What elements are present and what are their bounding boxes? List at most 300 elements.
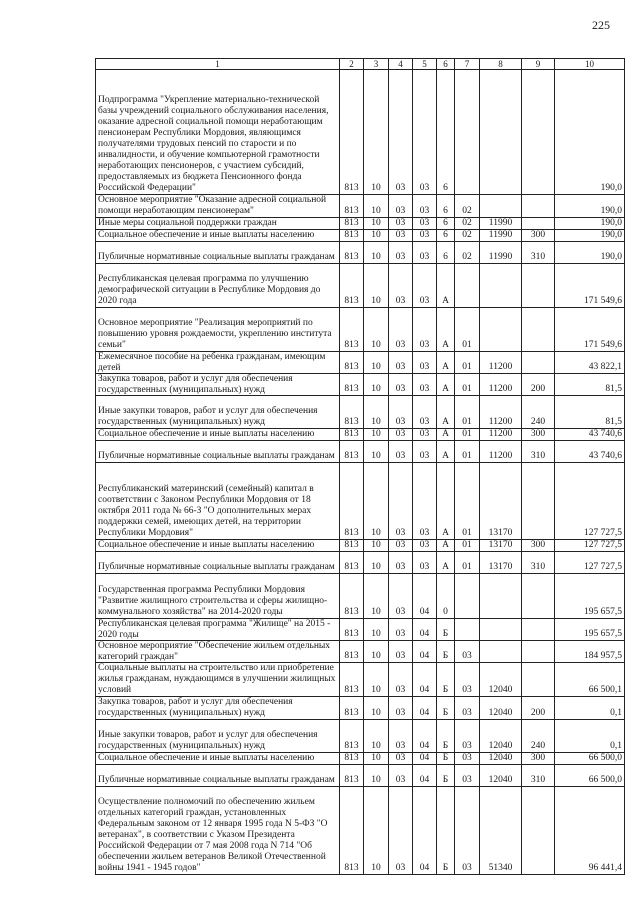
row-name-cell xyxy=(96,352,340,374)
col-header-3: 3 xyxy=(364,59,389,70)
code-2-cell: 813 xyxy=(340,70,364,195)
code-7-cell: 01 xyxy=(455,441,480,463)
code-2-cell: 813 xyxy=(340,308,364,352)
code-6-cell: А xyxy=(437,264,455,308)
row-name-cell xyxy=(96,663,340,697)
row-name-cell xyxy=(96,540,340,552)
table-row xyxy=(96,242,625,264)
code-9-cell: 310 xyxy=(522,552,555,574)
code-3-cell: 10 xyxy=(364,441,389,463)
row-name: Публичные нормативные социальные выплаты гражданам xyxy=(98,775,335,785)
code-6-cell: Б xyxy=(437,753,455,765)
code-3-cell: 10 xyxy=(364,242,389,264)
amount-cell: 66 500,0 xyxy=(555,765,625,787)
table-row xyxy=(96,70,625,195)
code-6-cell: 6 xyxy=(437,195,455,218)
code-7-cell: 01 xyxy=(455,352,480,374)
code-2-cell: 813 xyxy=(340,352,364,374)
code-3-cell: 10 xyxy=(364,787,389,875)
code-8-cell: 11990 xyxy=(480,242,522,264)
code-2-cell: 813 xyxy=(340,230,364,242)
code-7-cell: 02 xyxy=(455,218,480,230)
code-7-cell: 03 xyxy=(455,641,480,663)
amount-cell: 184 957,5 xyxy=(555,641,625,663)
amount-cell: 195 657,5 xyxy=(555,574,625,619)
row-name: Закупка товаров, работ и услуг для обеспечения государственных (муниципальных) нужд xyxy=(98,697,293,718)
code-3-cell: 10 xyxy=(364,374,389,396)
amount-cell: 81,5 xyxy=(555,374,625,396)
code-6-cell: А xyxy=(437,374,455,396)
amount-cell: 0,1 xyxy=(555,720,625,753)
code-5-cell: 04 xyxy=(413,787,437,875)
code-4-cell: 03 xyxy=(389,396,413,429)
code-7-cell: 02 xyxy=(455,195,480,218)
code-4-cell: 03 xyxy=(389,374,413,396)
table-row xyxy=(96,429,625,441)
amount-cell: 96 441,4 xyxy=(555,787,625,875)
code-4-cell: 03 xyxy=(389,787,413,875)
table-row xyxy=(96,663,625,697)
code-3-cell: 10 xyxy=(364,230,389,242)
table-row xyxy=(96,396,625,429)
row-name-cell xyxy=(96,70,340,195)
row-name: Социальные выплаты на строительство или приобретение жилья гражданам, нуждающимся в улучшении жилищных условий xyxy=(98,663,336,695)
code-2-cell: 813 xyxy=(340,619,364,641)
amount-cell: 171 549,6 xyxy=(555,308,625,352)
code-3-cell: 10 xyxy=(364,753,389,765)
code-8-cell xyxy=(480,574,522,619)
code-3-cell: 10 xyxy=(364,264,389,308)
table-row xyxy=(96,720,625,753)
amount-cell: 66 500,1 xyxy=(555,663,625,697)
code-2-cell: 813 xyxy=(340,540,364,552)
code-7-cell: 02 xyxy=(455,230,480,242)
code-6-cell: 6 xyxy=(437,218,455,230)
code-6-cell: Б xyxy=(437,663,455,697)
row-name: Публичные нормативные социальные выплаты гражданам xyxy=(98,562,335,572)
code-4-cell: 03 xyxy=(389,218,413,230)
row-name-cell xyxy=(96,308,340,352)
code-3-cell: 10 xyxy=(364,641,389,663)
row-name-cell xyxy=(96,195,340,218)
row-name-cell xyxy=(96,697,340,720)
code-4-cell: 03 xyxy=(389,242,413,264)
code-2-cell: 813 xyxy=(340,641,364,663)
code-4-cell: 03 xyxy=(389,663,413,697)
code-8-cell xyxy=(480,641,522,663)
table-row xyxy=(96,641,625,663)
table-row xyxy=(96,230,625,242)
table-row xyxy=(96,574,625,619)
code-3-cell: 10 xyxy=(364,720,389,753)
amount-cell: 127 727,5 xyxy=(555,540,625,552)
row-name-cell xyxy=(96,374,340,396)
row-name-cell xyxy=(96,787,340,875)
row-name-cell xyxy=(96,463,340,540)
row-name: Социальное обеспечение и иные выплаты населению xyxy=(98,429,315,439)
code-3-cell: 10 xyxy=(364,70,389,195)
code-5-cell: 03 xyxy=(413,70,437,195)
code-5-cell: 03 xyxy=(413,441,437,463)
row-name-cell xyxy=(96,264,340,308)
code-4-cell: 03 xyxy=(389,70,413,195)
code-7-cell: 03 xyxy=(455,787,480,875)
code-7-cell: 01 xyxy=(455,463,480,540)
code-6-cell: А xyxy=(437,552,455,574)
row-name-cell xyxy=(96,619,340,641)
code-4-cell: 03 xyxy=(389,352,413,374)
code-2-cell: 813 xyxy=(340,574,364,619)
col-header-1: 1 xyxy=(96,59,340,70)
table-row xyxy=(96,195,625,218)
row-name: Подпрограмма "Укрепление материально-технической базы учреждений социального обслуживания населения, оказание адресной социальной помощи неработающим пенсионерам Республики Мордовия, являющимся получателями трудовых пенсий по старости и по инвалидности, и обучение компьютерной грамотности неработающих пенсионеров, с участием субсидий, предоставляемых из бюджета Пенсионного фонда Российской Федерации" xyxy=(98,95,329,193)
code-8-cell: 13170 xyxy=(480,552,522,574)
row-name: Иные меры социальной поддержки граждан xyxy=(98,218,277,228)
code-3-cell: 10 xyxy=(364,352,389,374)
col-header-6: 6 xyxy=(437,59,455,70)
code-6-cell: Б xyxy=(437,720,455,753)
code-2-cell: 813 xyxy=(340,697,364,720)
table-row xyxy=(96,787,625,875)
code-5-cell: 04 xyxy=(413,641,437,663)
table-row xyxy=(96,352,625,374)
code-6-cell: 0 xyxy=(437,574,455,619)
code-8-cell xyxy=(480,195,522,218)
code-7-cell: 03 xyxy=(455,697,480,720)
code-5-cell: 03 xyxy=(413,540,437,552)
code-3-cell: 10 xyxy=(364,574,389,619)
table-row xyxy=(96,552,625,574)
code-6-cell: Б xyxy=(437,697,455,720)
code-8-cell: 12040 xyxy=(480,663,522,697)
row-name: Иные закупки товаров, работ и услуг для обеспечения государственных (муниципальных) нужд xyxy=(98,730,318,751)
code-2-cell: 813 xyxy=(340,218,364,230)
row-name-cell xyxy=(96,753,340,765)
col-header-9: 9 xyxy=(522,59,555,70)
row-name: Основное мероприятие "Обеспечение жильем отдельных категорий граждан" xyxy=(98,641,331,662)
code-4-cell: 03 xyxy=(389,697,413,720)
row-name-cell xyxy=(96,230,340,242)
row-name-cell xyxy=(96,574,340,619)
code-2-cell: 813 xyxy=(340,552,364,574)
row-name: Иные закупки товаров, работ и услуг для обеспечения государственных (муниципальных) нужд xyxy=(98,406,318,427)
code-5-cell: 04 xyxy=(413,663,437,697)
code-5-cell: 04 xyxy=(413,753,437,765)
code-7-cell: 01 xyxy=(455,396,480,429)
table-row xyxy=(96,441,625,463)
row-name-cell xyxy=(96,396,340,429)
code-8-cell: 13170 xyxy=(480,463,522,540)
code-6-cell: А xyxy=(437,429,455,441)
row-name-cell xyxy=(96,765,340,787)
code-9-cell: 240 xyxy=(522,396,555,429)
row-name-cell xyxy=(96,552,340,574)
code-3-cell: 10 xyxy=(364,463,389,540)
code-9-cell xyxy=(522,264,555,308)
code-8-cell xyxy=(480,70,522,195)
code-2-cell: 813 xyxy=(340,429,364,441)
code-2-cell: 813 xyxy=(340,753,364,765)
code-8-cell xyxy=(480,308,522,352)
code-8-cell: 51340 xyxy=(480,787,522,875)
code-2-cell: 813 xyxy=(340,195,364,218)
code-4-cell: 03 xyxy=(389,463,413,540)
row-name: Основное мероприятие "Оказание адресной социальной помощи неработающим пенсионерам" xyxy=(98,195,327,216)
code-6-cell: А xyxy=(437,308,455,352)
col-header-7: 7 xyxy=(455,59,480,70)
code-4-cell: 03 xyxy=(389,540,413,552)
code-4-cell: 03 xyxy=(389,230,413,242)
code-6-cell: А xyxy=(437,540,455,552)
code-5-cell: 03 xyxy=(413,552,437,574)
code-9-cell xyxy=(522,195,555,218)
code-8-cell: 11990 xyxy=(480,230,522,242)
amount-cell: 66 500,0 xyxy=(555,753,625,765)
amount-cell: 195 657,5 xyxy=(555,619,625,641)
code-6-cell: 6 xyxy=(437,70,455,195)
code-7-cell: 02 xyxy=(455,242,480,264)
code-9-cell xyxy=(522,70,555,195)
code-4-cell: 03 xyxy=(389,753,413,765)
code-4-cell: 03 xyxy=(389,619,413,641)
row-name-cell xyxy=(96,218,340,230)
code-2-cell: 813 xyxy=(340,242,364,264)
code-2-cell: 813 xyxy=(340,264,364,308)
row-name: Социальное обеспечение и иные выплаты населению xyxy=(98,753,315,763)
code-7-cell: 01 xyxy=(455,374,480,396)
code-6-cell: Б xyxy=(437,619,455,641)
code-8-cell: 11200 xyxy=(480,352,522,374)
code-6-cell: Б xyxy=(437,641,455,663)
row-name: Закупка товаров, работ и услуг для обеспечения государственных (муниципальных) нужд xyxy=(98,374,293,395)
col-header-5: 5 xyxy=(413,59,437,70)
code-5-cell: 03 xyxy=(413,242,437,264)
code-8-cell: 13170 xyxy=(480,540,522,552)
code-7-cell xyxy=(455,574,480,619)
code-9-cell: 310 xyxy=(522,765,555,787)
table-row xyxy=(96,697,625,720)
code-7-cell xyxy=(455,70,480,195)
row-name: Публичные нормативные социальные выплаты гражданам xyxy=(98,252,335,262)
code-6-cell: А xyxy=(437,352,455,374)
code-3-cell: 10 xyxy=(364,540,389,552)
amount-cell: 43 822,1 xyxy=(555,352,625,374)
code-8-cell: 12040 xyxy=(480,765,522,787)
code-6-cell: А xyxy=(437,441,455,463)
amount-cell: 190,0 xyxy=(555,218,625,230)
row-name: Социальное обеспечение и иные выплаты населению xyxy=(98,230,315,240)
code-6-cell: 6 xyxy=(437,230,455,242)
amount-cell: 127 727,5 xyxy=(555,552,625,574)
code-9-cell: 300 xyxy=(522,540,555,552)
row-name: Республиканская целевая программа по улучшению демографической ситуации в Республике Мордовия до 2020 года xyxy=(98,274,321,306)
code-5-cell: 03 xyxy=(413,195,437,218)
code-9-cell xyxy=(522,463,555,540)
code-4-cell: 03 xyxy=(389,641,413,663)
code-8-cell xyxy=(480,619,522,641)
code-5-cell: 03 xyxy=(413,264,437,308)
code-3-cell: 10 xyxy=(364,429,389,441)
code-7-cell: 03 xyxy=(455,720,480,753)
table-row xyxy=(96,218,625,230)
code-4-cell: 03 xyxy=(389,720,413,753)
code-7-cell xyxy=(455,264,480,308)
code-4-cell: 03 xyxy=(389,264,413,308)
page-number: 225 xyxy=(592,18,610,32)
table-row xyxy=(96,264,625,308)
code-8-cell: 11200 xyxy=(480,396,522,429)
header-row xyxy=(96,59,625,70)
amount-cell: 190,0 xyxy=(555,230,625,242)
code-5-cell: 03 xyxy=(413,429,437,441)
code-8-cell: 12040 xyxy=(480,753,522,765)
code-2-cell: 813 xyxy=(340,663,364,697)
code-9-cell: 300 xyxy=(522,753,555,765)
code-7-cell: 01 xyxy=(455,308,480,352)
code-3-cell: 10 xyxy=(364,396,389,429)
amount-cell: 127 727,5 xyxy=(555,463,625,540)
row-name: Социальное обеспечение и иные выплаты населению xyxy=(98,540,315,550)
code-3-cell: 10 xyxy=(364,552,389,574)
code-9-cell: 310 xyxy=(522,441,555,463)
table-row xyxy=(96,308,625,352)
budget-table xyxy=(95,58,625,875)
code-2-cell: 813 xyxy=(340,374,364,396)
code-5-cell: 04 xyxy=(413,697,437,720)
code-3-cell: 10 xyxy=(364,663,389,697)
code-3-cell: 10 xyxy=(364,218,389,230)
table-row xyxy=(96,619,625,641)
code-9-cell xyxy=(522,641,555,663)
amount-cell: 190,0 xyxy=(555,195,625,218)
code-8-cell: 11200 xyxy=(480,374,522,396)
row-name: Ежемесячное пособие на ребенка гражданам, имеющим детей xyxy=(98,352,326,373)
row-name-cell xyxy=(96,641,340,663)
code-5-cell: 04 xyxy=(413,574,437,619)
code-9-cell xyxy=(522,787,555,875)
code-9-cell xyxy=(522,663,555,697)
code-6-cell: Б xyxy=(437,765,455,787)
code-5-cell: 04 xyxy=(413,619,437,641)
table-row xyxy=(96,753,625,765)
code-2-cell: 813 xyxy=(340,765,364,787)
code-9-cell xyxy=(522,619,555,641)
code-5-cell: 03 xyxy=(413,308,437,352)
row-name: Государственная программа Республики Мордовия "Развитие жилищного строительства и сферы жилищно-коммунального хозяйства" на 2014-2020 годы xyxy=(98,585,328,617)
row-name: Основное мероприятие "Реализация мероприятий по повышению уровня рождаемости, укреплению института семьи" xyxy=(98,318,332,350)
code-9-cell xyxy=(522,308,555,352)
row-name-cell xyxy=(96,441,340,463)
col-header-8: 8 xyxy=(480,59,522,70)
code-9-cell xyxy=(522,352,555,374)
code-3-cell: 10 xyxy=(364,195,389,218)
code-4-cell: 03 xyxy=(389,765,413,787)
row-name: Республиканский материнский (семейный) капитал в соответствии с Законом Республики Мордовия от 18 октября 2011 года № 66-З "О дополнительных мерах поддержки семей, имеющих детей, на территории Республики Мордовия" xyxy=(98,484,314,538)
code-2-cell: 813 xyxy=(340,396,364,429)
code-9-cell: 300 xyxy=(522,230,555,242)
code-3-cell: 10 xyxy=(364,765,389,787)
amount-cell: 43 740,6 xyxy=(555,441,625,463)
code-5-cell: 03 xyxy=(413,396,437,429)
code-5-cell: 03 xyxy=(413,218,437,230)
code-9-cell xyxy=(522,574,555,619)
col-header-2: 2 xyxy=(340,59,364,70)
code-8-cell: 11200 xyxy=(480,429,522,441)
col-header-4: 4 xyxy=(389,59,413,70)
code-4-cell: 03 xyxy=(389,552,413,574)
code-9-cell: 300 xyxy=(522,429,555,441)
code-4-cell: 03 xyxy=(389,574,413,619)
code-2-cell: 813 xyxy=(340,463,364,540)
row-name: Публичные нормативные социальные выплаты гражданам xyxy=(98,451,335,461)
code-5-cell: 03 xyxy=(413,374,437,396)
code-9-cell: 200 xyxy=(522,697,555,720)
code-3-cell: 10 xyxy=(364,308,389,352)
row-name: Осуществление полномочий по обеспечению жильем отдельных категорий граждан, установленных Федеральным законом от 12 января 1995 года N 5-ФЗ "О ветеранах", в соответствии с Указом Президента Российской Федерации от 7 мая 2008 года N 714 "Об обеспечении жильем ветеранов Великой Отечественной войны 1941 - 1945 годов" xyxy=(98,797,328,873)
code-8-cell xyxy=(480,264,522,308)
code-5-cell: 04 xyxy=(413,765,437,787)
code-6-cell: 6 xyxy=(437,242,455,264)
row-name: Республиканская целевая программа "Жилище" на 2015 - 2020 годы xyxy=(98,619,331,640)
table-row xyxy=(96,765,625,787)
code-4-cell: 03 xyxy=(389,429,413,441)
code-6-cell: А xyxy=(437,396,455,429)
code-8-cell: 11990 xyxy=(480,218,522,230)
code-4-cell: 03 xyxy=(389,441,413,463)
code-7-cell: 03 xyxy=(455,663,480,697)
table-row xyxy=(96,374,625,396)
code-3-cell: 10 xyxy=(364,697,389,720)
code-5-cell: 03 xyxy=(413,463,437,540)
code-9-cell: 200 xyxy=(522,374,555,396)
code-9-cell: 310 xyxy=(522,242,555,264)
amount-cell: 43 740,6 xyxy=(555,429,625,441)
code-8-cell: 12040 xyxy=(480,720,522,753)
table-row xyxy=(96,540,625,552)
code-4-cell: 03 xyxy=(389,195,413,218)
code-2-cell: 813 xyxy=(340,441,364,463)
amount-cell: 0,1 xyxy=(555,697,625,720)
code-7-cell: 01 xyxy=(455,552,480,574)
code-5-cell: 03 xyxy=(413,230,437,242)
code-9-cell xyxy=(522,218,555,230)
amount-cell: 171 549,6 xyxy=(555,264,625,308)
row-name-cell xyxy=(96,720,340,753)
amount-cell: 190,0 xyxy=(555,242,625,264)
code-2-cell: 813 xyxy=(340,787,364,875)
code-7-cell xyxy=(455,619,480,641)
code-2-cell: 813 xyxy=(340,720,364,753)
amount-cell: 81,5 xyxy=(555,396,625,429)
code-6-cell: А xyxy=(437,463,455,540)
code-4-cell: 03 xyxy=(389,308,413,352)
code-3-cell: 10 xyxy=(364,619,389,641)
code-7-cell: 03 xyxy=(455,765,480,787)
table-row xyxy=(96,463,625,540)
row-name-cell xyxy=(96,242,340,264)
code-8-cell: 11200 xyxy=(480,441,522,463)
col-header-10: 10 xyxy=(555,59,625,70)
code-8-cell: 12040 xyxy=(480,697,522,720)
code-7-cell: 01 xyxy=(455,429,480,441)
code-9-cell: 240 xyxy=(522,720,555,753)
code-7-cell: 03 xyxy=(455,753,480,765)
row-name-cell xyxy=(96,429,340,441)
code-5-cell: 03 xyxy=(413,352,437,374)
amount-cell: 190,0 xyxy=(555,70,625,195)
code-7-cell: 01 xyxy=(455,540,480,552)
code-6-cell: Б xyxy=(437,787,455,875)
